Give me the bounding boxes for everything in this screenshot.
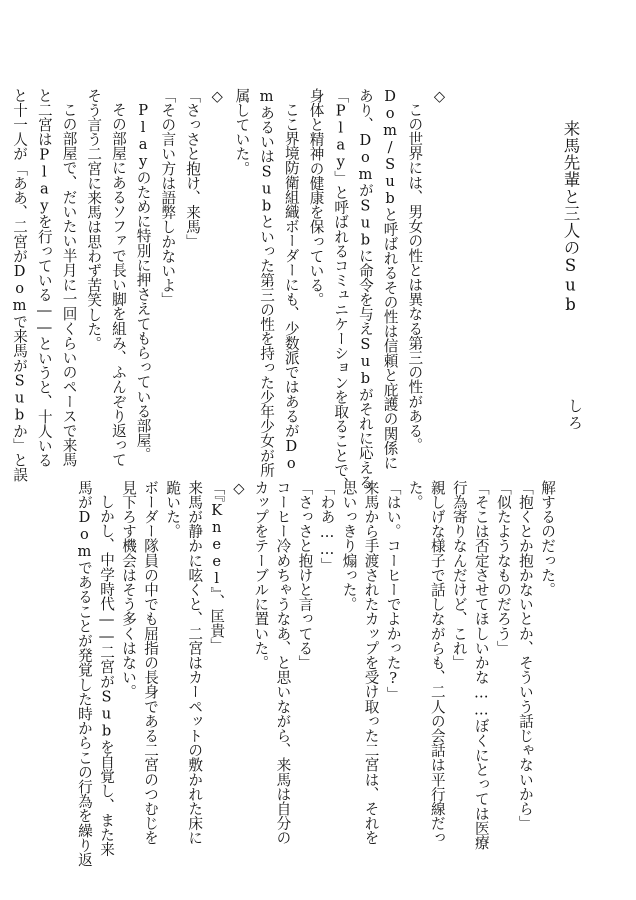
lower-text-line: コーヒー冷めちゃうなあ、と思いながら、来馬は自分の: [274, 480, 292, 845]
upper-text-line: この部屋で、だいたい半月に一回くらいのペースで来馬: [60, 102, 78, 467]
upper-text-line: ◇: [208, 88, 226, 105]
lower-text-line: ◇: [230, 480, 248, 497]
upper-text-line: Dom/Subと呼ばれるその性は信頼と庇護の関係に: [381, 88, 399, 470]
lower-text-line: 「さっさと抱けと言ってる」: [296, 480, 314, 670]
upper-text-line: あり、DomがSubに命令を与えSubがそれに応える: [356, 88, 374, 490]
lower-text-line: 「抱くとか抱かないとか、そういう話じゃないから」: [516, 480, 534, 831]
lower-text-line: 来馬が静かに呟くと、二宮はカーペットの敷かれた床に: [186, 480, 204, 845]
upper-text-line: 「Play」と呼ばれるコミュニケーションを取ることで、: [332, 88, 350, 492]
upper-text-line: 属していた。: [233, 88, 251, 176]
upper-text-line: そう言う二宮に来馬は思わず苦笑した。: [85, 88, 103, 351]
lower-text-line: ボーダー隊員の中でも屈指の長身である二宮のつむじを: [142, 480, 160, 845]
lower-text-line: 親しげな様子で話しながらも、二人の会話は平行線だっ: [428, 480, 446, 845]
lower-text-line: 思いっきり煽った。: [340, 480, 358, 612]
upper-text-line: ◇: [431, 88, 448, 105]
upper-text-line: と二宮はPlayを行っている――というと、十人いる: [35, 88, 53, 468]
lower-text-line: 「似たようなものだろう」: [494, 480, 512, 656]
author-name: しろ: [566, 398, 584, 432]
lower-text-line: しかし、中学時代――二宮がSubを自覚し、また来: [98, 494, 115, 857]
upper-text-line: mあるいはSubといった第三の性を持った少年少女が所: [258, 88, 276, 478]
lower-text-line: 「『Kneel』、匡貴」: [208, 480, 226, 653]
upper-text-line: 「さっさと抱け、来馬」: [184, 88, 201, 249]
lower-text-line: た。: [406, 480, 424, 510]
upper-text-line: この世界には、男女の性とは異なる第三の性がある。: [406, 102, 424, 453]
upper-text-line: Playのために特別に押さえてもらっている部屋。: [134, 102, 152, 462]
lower-text-line: 見下ろす機会はそう多くはない。: [120, 480, 138, 699]
lower-text-line: 解するのだった。: [539, 480, 556, 597]
lower-text-line: カップをテーブルに置いた。: [252, 480, 270, 670]
upper-text-line: ここ界境防衛組織ボーダーにも、少数派ではあるがDo: [282, 102, 300, 472]
lower-text-line: 跪いた。: [164, 480, 182, 539]
lower-text-line: 来馬から手渡されたカップを受け取った二宮は、それを: [362, 480, 380, 845]
upper-text-line: と十一人が「ああ、二宮がDomで来馬がSubか」と誤: [11, 88, 29, 482]
lower-text-line: 「はい。コーヒーでよかった?」: [384, 480, 402, 702]
lower-text-line: 行為寄りなんだけど、これ」: [450, 480, 468, 670]
story-title: 来馬先輩と三人のSub: [561, 120, 580, 315]
upper-text-line: 「その言い方は語弊しかないよ」: [159, 88, 177, 307]
lower-text-line: 「そこは否定させてほしいかな……ぼくにとっては医療: [472, 480, 490, 850]
lower-text-line: 馬がDomであることが発覚した時からこの行為を繰り返: [75, 480, 93, 867]
upper-text-line: その部屋にあるソファで長い脚を組み、ふんぞり返って: [109, 102, 127, 467]
lower-text-line: 「わあ……」: [318, 480, 336, 573]
upper-text-line: 身体と精神の健康を保っている。: [307, 88, 325, 307]
